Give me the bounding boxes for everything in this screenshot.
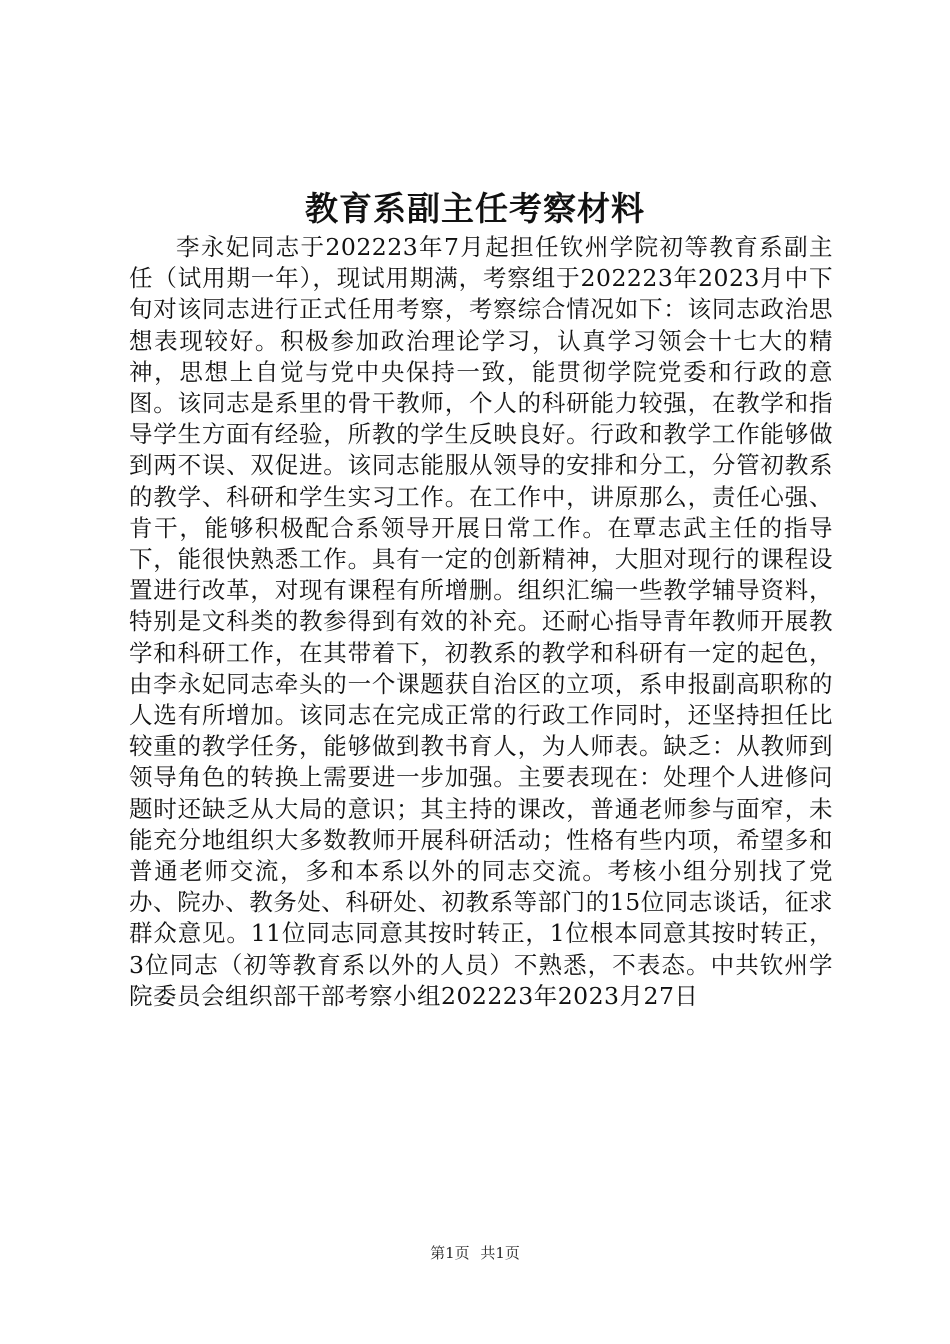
- page-total: 共1页: [480, 1244, 520, 1262]
- document-body: 李永妃同志于202223年7月起担任钦州学院初等教育系副主任（试用期一年），现试用期满，考察组于202223年2023月中下旬对该同志进行正式任用考察，考察综合情况如下：该同志政治思想表现较好。积极参加政治理论学习，认真学习领会十七大的精神，思想上自觉与党中央保持一致，能贯彻学院党委和行政的意图。该同志是系里的骨干教师，个人的科研能力较强，在教学和指导学生方面有经验，所教的学生反映良好。行政和教学工作能够做到两不误、双促进。该同志能服从领导的安排和分工，分管初教系的教学、科研和学生实习工作。在工作中，讲原那么，责任心强、肯干，能够积极配合系领导开展日常工作。在覃志武主任的指导下，能很快熟悉工作。具有一定的创新精神，大胆对现行的课程设置进行改革，对现有课程有所增删。组织汇编一些教学辅导资料，特别是文科类的教参得到有效的补充。还耐心指导青年教师开展教学和科研工作，在其带着下，初教系的教学和科研有一定的起色，由李永妃同志牵头的一个课题获自治区的立项，系申报副高职称的人选有所增加。该同志在完成正常的行政工作同时，还坚持担任比较重的教学任务，能够做到教书育人，为人师表。缺乏：从教师到领导角色的转换上需要进一步加强。主要表现在：处理个人进修问题时还缺乏从大局的意识；其主持的课改，普通老师参与面窄，未能充分地组织大多数教师开展科研活动；性格有些内项，希望多和普通老师交流，多和本系以外的同志交流。考核小组分别找了党办、院办、教务处、科研处、初教系等部门的15位同志谈话，征求群众意见。11位同志同意其按时转正，1位根本同意其按时转正，3位同志（初等教育系以外的人员）不熟悉，不表态。中共钦州学院委员会组织部干部考察小组202223年2023月27日: [129, 233, 833, 1010]
- page-footer: [0, 1243, 950, 1263]
- document-title: 教育系副主任考察材料: [305, 189, 645, 228]
- page-number: 第1页: [430, 1244, 470, 1262]
